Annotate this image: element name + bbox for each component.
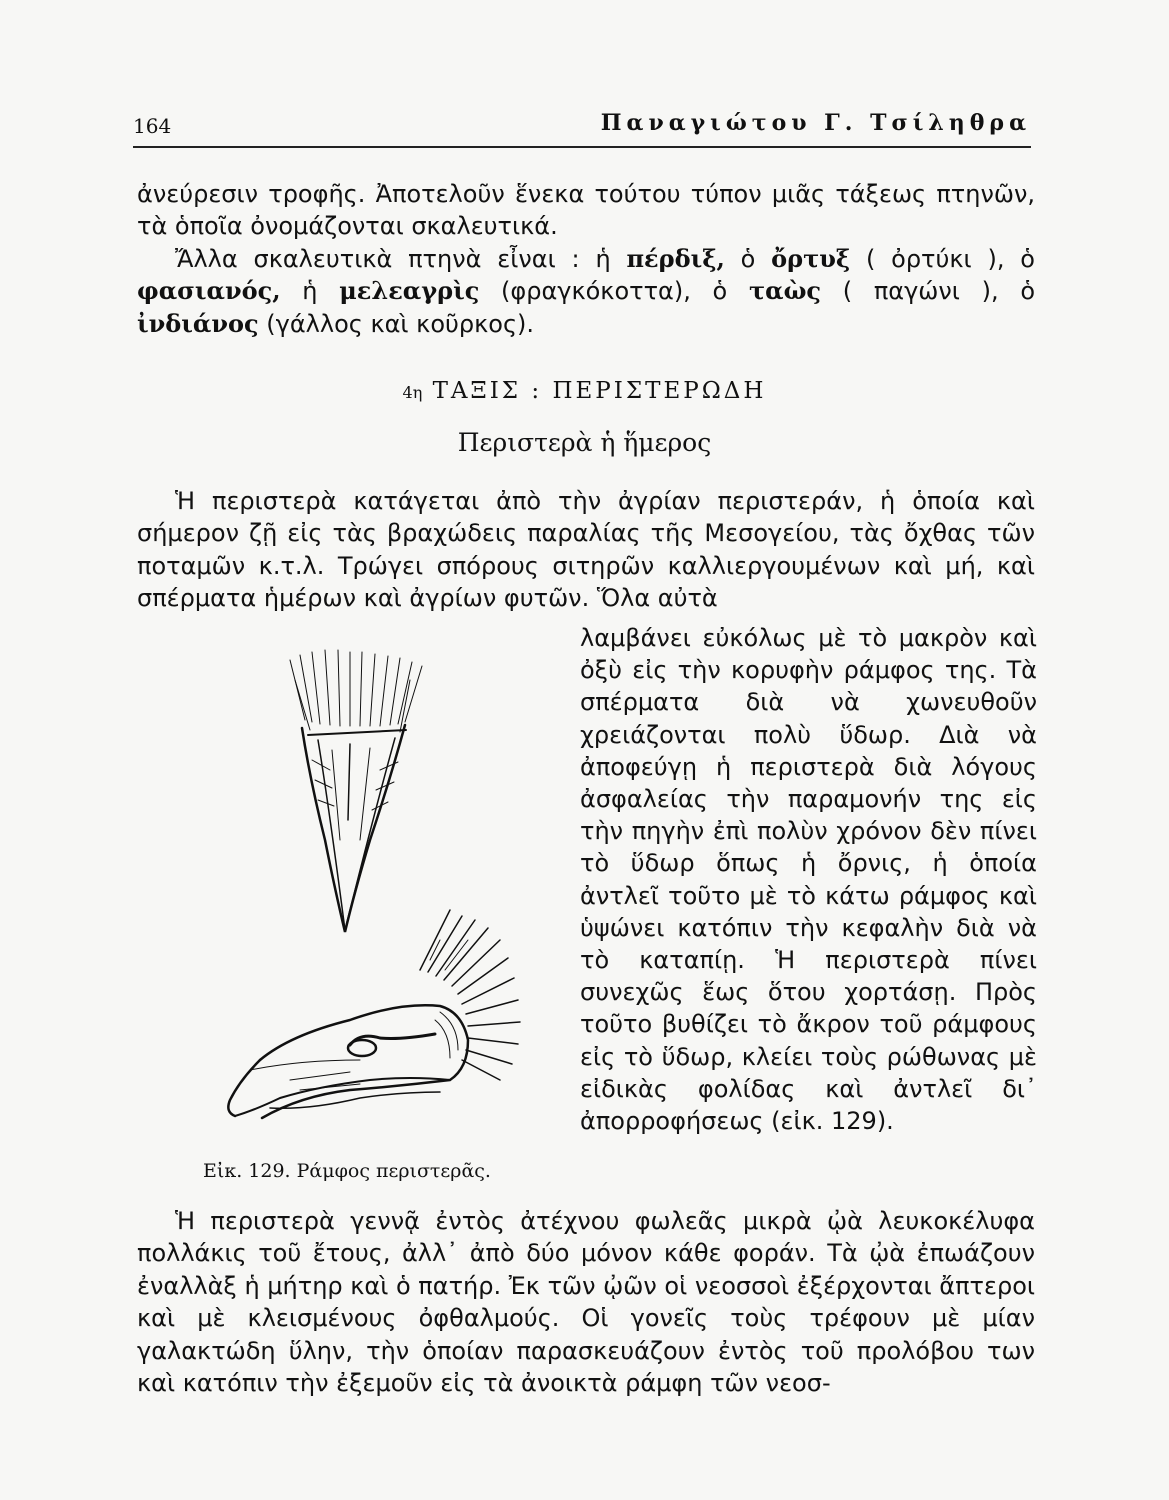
header-rule [133, 146, 1031, 148]
figure-pigeon-beak [200, 640, 560, 1140]
paragraph-2 [137, 243, 1035, 340]
p2-s3: ἡ [280, 277, 340, 306]
term-perdix: πέρδιξ, [626, 244, 725, 273]
term-ortyx: ὄρτυξ [771, 244, 851, 273]
paragraph-3-narrow: λαμβάνει εὐκόλως μὲ τὸ μακρὸν καὶ ὀξὺ εἰς τὴν κορυφὴν ράμφος της. Τὰ σπέρματα διὰ νὰ χωνευθοῦν χρειάζονται πολὺ ὕδωρ. Διὰ νὰ ἀποφεύγῃ ἡ περιστερὰ διὰ λόγους ἀσφαλείας τὴν παραμονήν της εἰς τὴν πηγὴν ἐπὶ πολὺν χρόνον δὲν πίνει τὸ ὕδωρ ὅπως ἡ ὄρνις, ἡ ὁποία ἀντλεῖ τοῦτο μὲ τὸ κάτω ράμφος καὶ ὑψώνει κατόπιν τὴν κεφαλὴν διὰ νὰ τὸ καταπίῃ. Ἡ περιστερὰ πίνει συνεχῶς ἕως ὅτου χορτάσῃ. Πρὸς τοῦτο βυθίζει τὸ ἄκρον τοῦ ράμφους εἰς τὸ ὕδωρ, κλείει τοὺς ρώθωνας μὲ εἰδικὰς φολίδας καὶ ἀντλεῖ δι᾽ ἀπορροφήσεως (εἰκ. 129). [580, 624, 1037, 1136]
order-title: ΤΑΞΙΣ : ΠΕΡΙΣΤΕΡΩΔΗ [422, 378, 767, 404]
term-indianos: ἰνδιάνος [137, 308, 259, 338]
p2-s4: (φραγκόκοττα), ὁ [479, 277, 749, 306]
species-heading: Περιστερὰ ἡ ἥμερος [457, 428, 712, 457]
page-number: 164 [133, 114, 172, 138]
beak-illustration-icon [200, 640, 560, 1140]
order-number: 4η [402, 383, 423, 402]
figure-caption: Εἰκ. 129. Ράμφος περιστερᾶς. [203, 1160, 491, 1182]
order-heading [0, 378, 1169, 404]
paragraph-4: Ἡ περιστερὰ γεννᾷ ἐντὸς ἀτέχνου φωλεᾶς μικρὰ ᾠὰ λευκοκέλυφα πολλάκις τοῦ ἔτους, ἀλλ᾽ ἀπὸ δύο μόνον κάθε φοράν. Τὰ ᾠὰ ἐπωάζουν ἐναλλὰξ ἡ μήτηρ καὶ ὁ πατήρ. Ἐκ τῶν ᾠῶν οἱ νεοσσοὶ ἐξέρχονται ἄπτεροι καὶ μὲ κλεισμένους ὀφθαλμούς. Οἱ γονεῖς τοὺς τρέφουν μὲ μίαν γαλακτώδη ὕλην, τὴν ὁποίαν παρασκευάζουν ἐντὸς τοῦ προλόβου των καὶ κατόπιν τὴν ἐξεμοῦν εἰς τὰ ἀνοικτὰ ράμφη τῶν νεοσ- [137, 1207, 1035, 1398]
running-head: Παναγιώτου Γ. Τσίληθρα [600, 110, 1031, 136]
p2-intro: Ἄλλα σκαλευτικὰ πτηνὰ εἶναι : ἡ [175, 245, 627, 273]
term-meleagris: μελεαγρὶς [339, 276, 480, 306]
term-fasianos: φασιανός, [137, 276, 281, 306]
p2-s2: ( ὀρτύκι ), ὁ [850, 245, 1035, 273]
p2-s1: ὁ [724, 245, 772, 273]
p2-s6: (γάλλος καὶ κοῦρκος). [258, 309, 535, 338]
paragraph-1: ἀνεύρεσιν τροφῆς. Ἀποτελοῦν ἕνεκα τούτου τύπον μιᾶς τάξεως πτηνῶν, τὰ ὁποῖα ὀνομάζονται σκαλευτικά. [137, 180, 1035, 241]
page-header [133, 110, 1031, 146]
p2-s5: ( παγώνι ), ὁ [821, 277, 1036, 306]
paragraph-3: Ἡ περιστερὰ κατάγεται ἀπὸ τὴν ἀγρίαν περιστεράν, ἡ ὁποία καὶ σήμερον ζῇ εἰς τὰς βραχώδεις παραλίας τῆς Μεσογείου, τὰς ὄχθας τῶν ποταμῶν κ.τ.λ. Τρώγει σπόρους σιτηρῶν καλλιεργουμένων καὶ μή, καὶ σπέρματα ἡμέρων καὶ ἀγρίων φυτῶν. Ὅλα αὐτὰ [137, 487, 1035, 613]
term-taos: ταὼς [748, 276, 822, 306]
